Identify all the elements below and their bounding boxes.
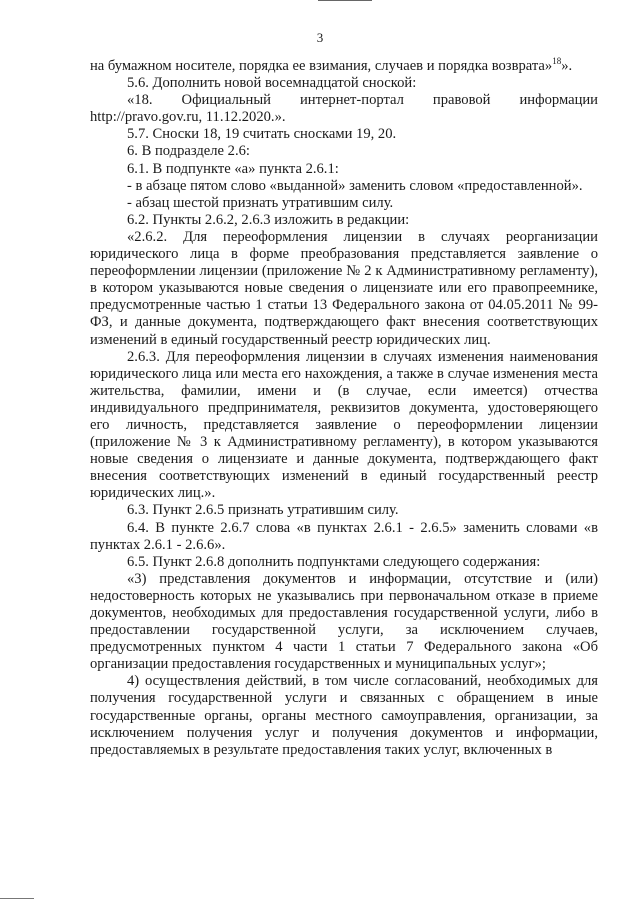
- paragraph: 6.1. В подпункте «а» пункта 2.6.1:: [127, 160, 339, 177]
- paragraph: 2.6.3. Для переоформления лицензии в случаях изменения наименования юридического лица или места его нахождения, а также в случае изменения места жительства, фамилии, имени и (в случае, если имеется) отчества индивидуального предпринимателя, реквизитов документа, удостоверяющего его личность, представляется заявление о переоформлении лицензии (приложение № 3 к Административному регламенту), в котором указываются новые сведения о лицензиате и данные документа, подтверждающего факт внесения соответствующих изменений в единый государственный реестр юридических лиц.».: [90, 348, 598, 502]
- paragraph: 6.4. В пункте 2.6.7 слова «в пунктах 2.6.1 - 2.6.5» заменить словами «в пунктах 2.6.1 - 2.6.6».: [90, 519, 598, 553]
- paragraph: 5.6. Дополнить новой восемнадцатой сноской:: [127, 75, 417, 92]
- paragraph: 4) осуществления действий, в том числе согласований, необходимых для получения государственной услуги и связанных с обращением в иные государственные органы, органы местного самоуправления, организации, за исключением получения услуг и получения документов и информации, предоставляемых в результате предоставления таких услуг, включенных в: [90, 673, 598, 758]
- paragraph-tail: ».: [561, 58, 573, 74]
- paragraph: 5.7. Сноски 18, 19 считать сносками 19, 20.: [127, 126, 397, 143]
- paragraph: 6.3. Пункт 2.6.5 признать утратившим силу.: [127, 502, 399, 519]
- paragraph: «3) представления документов и информации, отсутствие и (или) недостоверность которых не указывались при первоначальном отказе в приеме документов, необходимых для предоставления государственной услуги, либо в предоставлении государственной услуги, за исключением случаев, предусмотренных пунктом 4 части 1 статьи 7 Федерального закона «Об организации предоставления государственных и муниципальных услуг»;: [90, 570, 598, 673]
- paragraph: [90, 58, 598, 75]
- paragraph: 6.2. Пункты 2.6.2, 2.6.3 изложить в редакции:: [127, 211, 410, 228]
- paragraph: 6.5. Пункт 2.6.8 дополнить подпунктами следующего содержания:: [127, 553, 541, 570]
- paragraph: «18. Официальный интернет-портал правовой информации http://pravo.gov.ru, 11.12.2020.».: [90, 92, 598, 126]
- page-number: 3: [316, 30, 324, 45]
- paragraph: «2.6.2. Для переоформления лицензии в случаях реорганизации юридического лица в форме преобразования представляется заявление о переоформлении лицензии (приложение № 2 к Административному регламенту), в котором указываются новые сведения о лицензиате или его правопреемнике, предусмотренные частью 1 статьи 13 Федерального закона от 04.05.2011 № 99-ФЗ, и данные документа, подтверждающего факт внесения соответствующих изменений в единый государственный реестр юридических лиц.: [90, 228, 598, 348]
- paragraph: - в абзаце пятом слово «выданной» заменить словом «предоставленной».: [127, 177, 583, 194]
- scan-mark-top: [318, 0, 372, 1]
- scan-mark-corner: [0, 898, 34, 899]
- footnote-ref: 18: [552, 56, 562, 66]
- paragraph-text: на бумажном носителе, порядка ее взимания, случаев и порядка возврата»: [90, 58, 553, 74]
- paragraph: 6. В подразделе 2.6:: [127, 143, 250, 160]
- paragraph: - абзац шестой признать утратившим силу.: [127, 194, 394, 211]
- document-body: [90, 58, 598, 759]
